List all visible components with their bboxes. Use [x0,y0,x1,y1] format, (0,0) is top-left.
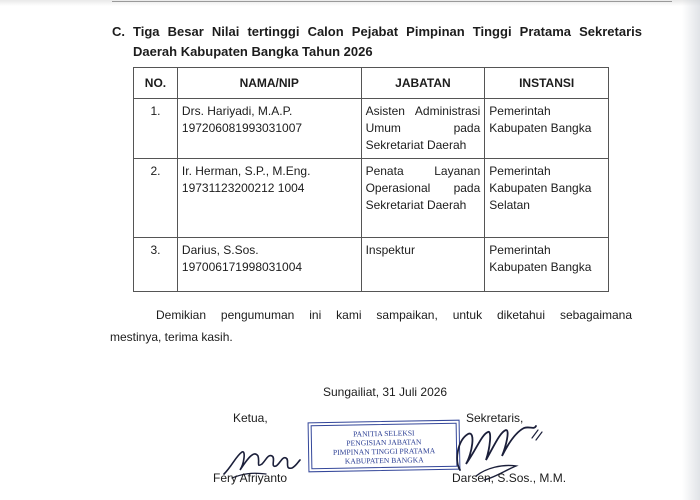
instansi-line: Pemerintah [489,164,551,178]
candidate-position: Asisten Administrasi Umum pada Sekretariat Daerah [365,104,481,152]
table-row [134,238,609,292]
stamp-line: PIMPINAN TINGGI PRATAMA [332,446,436,457]
sekretaris-label: Sekretaris, [466,411,524,425]
row-number: 3. [134,238,178,292]
candidate-nip: 19731123200212 1004 [181,181,305,195]
ketua-label: Ketua, [233,411,268,425]
ketua-name: Fery Afriyanto [213,471,288,485]
candidates-table [133,67,609,292]
table-header-row [134,68,609,99]
candidate-nip: 197006171998031004 [181,260,303,274]
jabatan-cell [361,159,485,238]
candidate-position: Penata Layanan Operasional pada Sekretariat Daerah [365,164,481,212]
row-number: 1. [134,99,178,159]
candidate-name: Ir. Herman, S.P., M.Eng. [181,164,311,178]
committee-stamp [311,423,458,470]
header-nama-nip: NAMA/NIP [177,68,361,99]
stamp-line: PANITIA SELEKSI [352,428,415,439]
candidate-name: Darius, S.Sos. [181,243,259,257]
place-date: Sungailiat, 31 Juli 2026 [323,385,448,399]
name-nip-cell [177,159,361,238]
section-letter: C. [112,24,125,39]
header-jabatan: JABATAN [361,68,485,99]
top-rule [112,1,672,2]
instansi-line: Pemerintah [489,104,551,118]
candidate-name: Drs. Hariyadi, M.A.P. [181,104,293,118]
table-row [134,99,609,159]
jabatan-cell [361,99,485,159]
closing-paragraph [110,304,632,348]
closing-line-1: Demikian pengumuman ini kami sampaikan, untuk diketahui sebagaimana [156,308,632,322]
candidate-nip: 197206081993031007 [181,121,303,135]
stamp-line: PENGISIAN JABATAN [346,437,422,448]
previous-page-edge [0,0,700,6]
stamp-line: KABUPATEN BANGKA [344,455,424,466]
candidate-position: Inspektur [365,243,415,257]
name-nip-cell [177,99,361,159]
row-number: 2. [134,159,178,238]
section-title: Tiga Besar Nilai tertinggi Calon Pejabat Pimpinan Tinggi Pratama Sekretaris Daerah Kabupaten Bangka Tahun 2026 [133,24,642,59]
header-instansi: INSTANSI [485,68,609,99]
header-no: NO. [134,68,178,99]
page-edge-shadow [682,0,700,500]
instansi-line: Pemerintah [489,243,551,257]
jabatan-cell [361,238,485,292]
instansi-line: Kabupaten Bangka [489,121,592,135]
instansi-line: Selatan [489,198,530,212]
instansi-cell [485,159,609,238]
instansi-cell [485,99,609,159]
instansi-cell [485,238,609,292]
table-row [134,159,609,238]
name-nip-cell [177,238,361,292]
instansi-line: Kabupaten Bangka [489,260,592,274]
instansi-line: Kabupaten Bangka [489,181,592,195]
closing-line-2: mestinya, terima kasih. [110,330,233,344]
sekretaris-name: Darsen, S.Sos., M.M. [452,471,567,485]
